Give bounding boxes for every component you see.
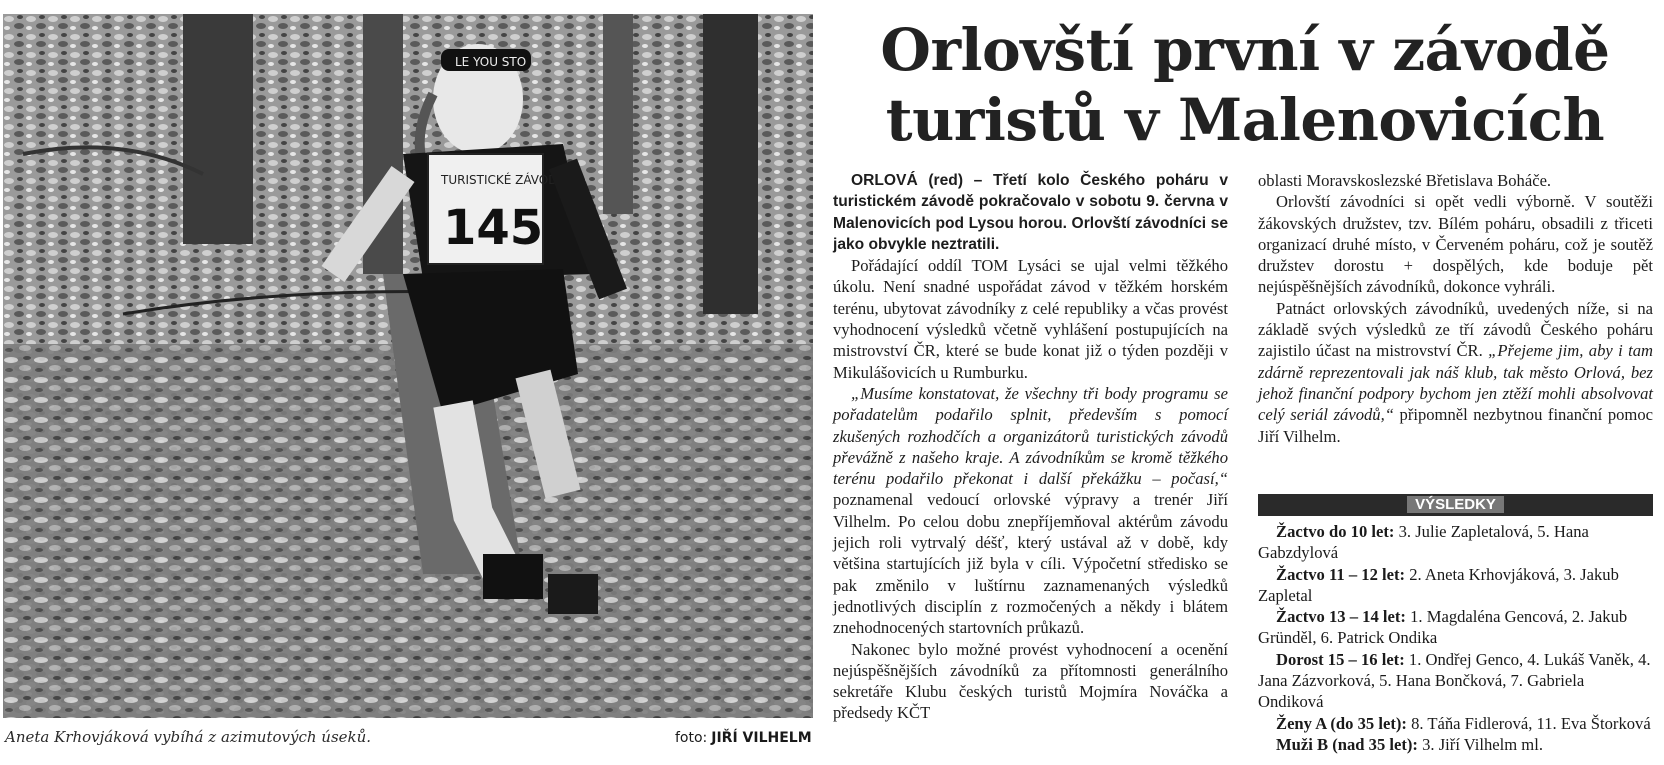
result-text: 8. Táňa Fidlerová, 11. Eva Štorková	[1411, 713, 1651, 733]
result-item	[1258, 713, 1653, 734]
photo-credit	[675, 730, 815, 746]
result-category: Dorost 15 – 16 let:	[1276, 649, 1405, 669]
headline-line-2: turistů v Malenovicích	[885, 86, 1605, 154]
article-paragraph: Orlovští závodníci si opět vedli výborně. V soutěži žákovských družstev, tzv. Bílém poháru, obsadili z třiceti organizací druhé místo, v Červeném poháru, což je soutěž družstev dorostu + dospělých, kde boduje pět nejúspěšnějších závodníků, dokonce vyhráli.	[1258, 192, 1653, 297]
result-text: 1. Magdaléna Gencová, 2. Jakub Gründěl, 6. Patrick Ondika	[1258, 607, 1628, 648]
result-category: Muži B (nad 35 let):	[1276, 734, 1418, 754]
result-item	[1258, 734, 1653, 755]
result-item	[1258, 564, 1653, 607]
results-heading	[1258, 494, 1653, 516]
credit-name: JIŘÍ VILHELM	[711, 730, 812, 746]
credit-label: foto:	[675, 730, 708, 746]
bib-number: 145	[443, 200, 544, 256]
article-paragraph	[1258, 298, 1653, 447]
results-box	[1258, 494, 1653, 755]
result-text: 3. Julie Zapletalová, 5. Hana Gabzdylová	[1258, 522, 1589, 563]
headband-text: LE YOU STO	[455, 55, 527, 69]
bib-text: TURISTICKÉ ZÁVODY	[441, 173, 565, 187]
result-text: 3. Jiří Vilhelm ml.	[1422, 734, 1543, 754]
article-column-2	[1258, 170, 1653, 447]
headline-line-1: Orlovští první v závodě	[880, 16, 1610, 84]
article-paragraph: Nakonec bylo možné provést vyhodnocení a ocenění nejúspěšnějších závodníků za přítomnosti generálního sekretáře Klubu českých turistů Mojmíra Nováčka a předsedy KČT	[833, 639, 1228, 723]
photo-caption: Aneta Krhovjáková vybíhá z azimutových úseků.	[5, 728, 372, 746]
article-paragraph	[833, 383, 1228, 639]
article-text: připomněl nezbytnou finanční pomoc Jiří Vilhelm.	[1258, 405, 1653, 446]
article-paragraph: oblasti Moravskoslezské Břetislava Boháče.	[1258, 171, 1552, 190]
result-item	[1258, 649, 1653, 713]
headline	[830, 15, 1660, 155]
result-text: 2. Aneta Krhovjáková, 3. Jakub Zapletal	[1258, 564, 1619, 605]
result-category: Žactvo do 10 let:	[1276, 522, 1395, 541]
article-text: Patnáct orlovských závodníků, uvedených níže, si na základě svých výsledků ze tří závodů Českého poháru zajistilo účast na mistrovství ČR.	[1258, 298, 1653, 361]
quote: „Přejeme jim, aby i tam zdárně reprezentovali jak náš klub, tak město Orlová, bez jehož finanční podpory bychom jen ztěží mohli absolvovat celý seriál závodů,“	[1258, 341, 1654, 425]
results-title: VÝSLEDKY	[1407, 496, 1504, 513]
article-column-1	[833, 170, 1228, 724]
article-lead: ORLOVÁ (red) – Třetí kolo Českého poháru v turistickém závodě pokračovalo v sobotu 9. června v Malenovicích pod Lysou horou. Orlovští závodníci se jako obvykle neztratili.	[833, 172, 1228, 253]
article-paragraph: Pořádající oddíl TOM Lysáci se ujal velmi těžkého úkolu. Není snadné uspořádat závod v těžkém horském terénu, ubytovat závodníky z celé republiky a včas provést vyhodnocení výsledků včetně vyhlášení postupujících na mistrovství ČR, které se bude konat již o týden později v Mikulášovicích u Rumburku.	[833, 256, 1228, 382]
result-category: Žactvo 11 – 12 let:	[1276, 564, 1406, 584]
runner-in-forest-photo	[3, 14, 813, 718]
quote: „Musíme konstatovat, že všechny tři body programu se pořadatelům podařilo splnit, především s pomocí zkušených rozhodčích a organizátorů turistických závodů převážně z našeho kraje. A závodníkům se kromě těžkého terénu podařilo překonat i další překážku – počasí,“	[833, 383, 1228, 489]
result-category: Žactvo 13 – 14 let:	[1276, 607, 1406, 627]
result-item	[1258, 521, 1653, 564]
result-item	[1258, 606, 1653, 649]
result-category: Ženy A (do 35 let):	[1276, 713, 1407, 733]
result-text: 1. Ondřej Genco, 4. Lukáš Vaněk, 4. Jana Zázvorková, 5. Hana Bončková, 7. Gabriela Ondiková	[1258, 649, 1651, 712]
article-text: poznamenal vedoucí orlovské výpravy a trenér Jiří Vilhelm. Po celou dobu znepříjemňoval aktérům závodu jejich roli vytrvalý déšť, který ustával až v době, kdy většina startujících již byla v cíli. Výpočetní středisko se pak změnilo v luštírnu zaznamenaných výsledků jednotlivých disciplín z rozmočených a někdy i blátem znehodnocených startovních průkazů.	[833, 490, 1228, 638]
